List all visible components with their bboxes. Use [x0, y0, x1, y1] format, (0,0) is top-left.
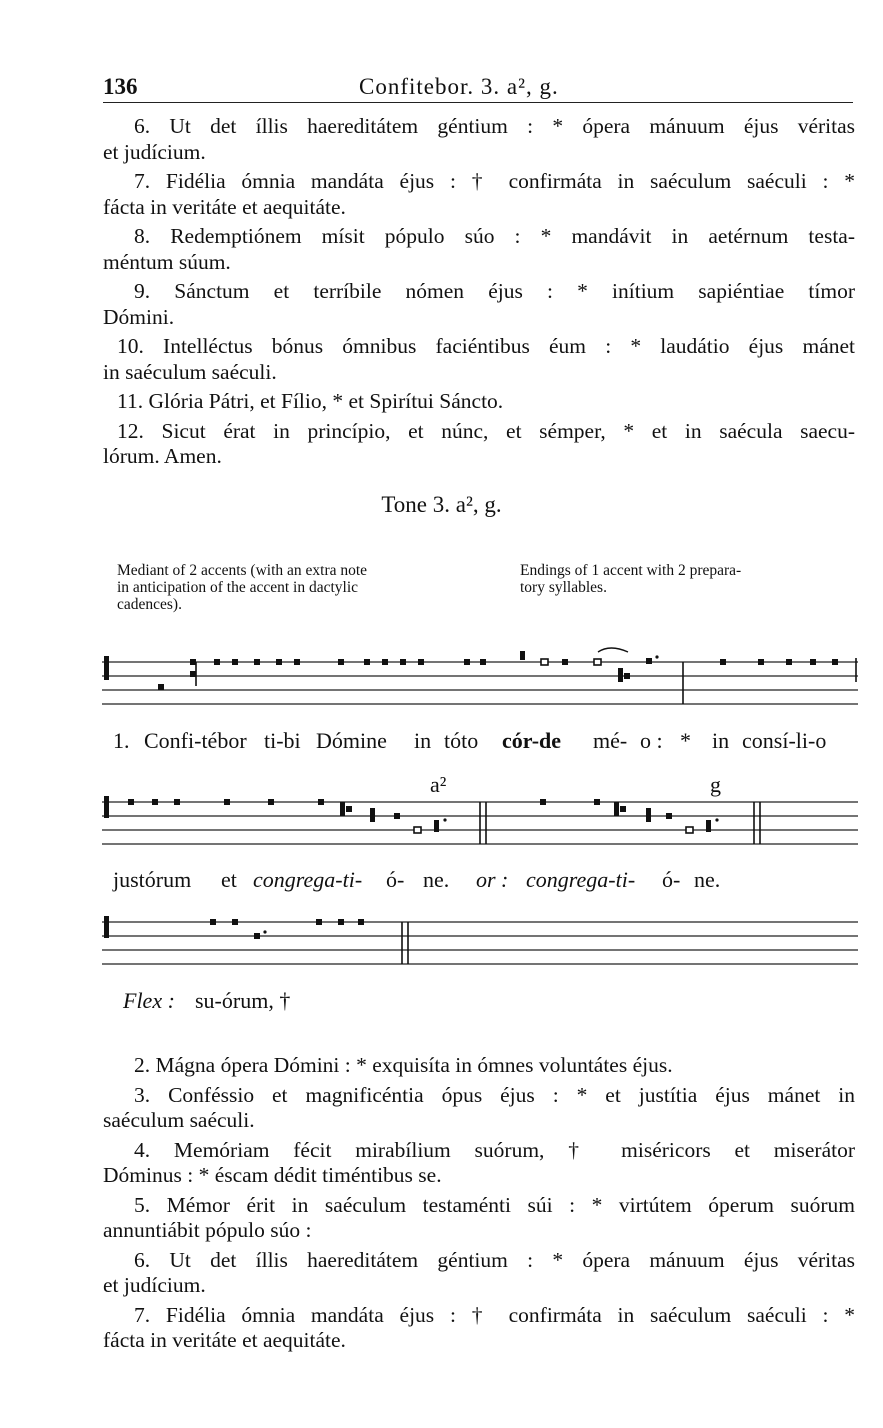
verse-line: 3. Conféssio et magnificéntia ópus éjus : * et justítia éjus mánet in — [134, 1082, 855, 1107]
note — [128, 799, 134, 805]
lyric-word: ti-bi — [264, 728, 301, 753]
page-number: 136 — [103, 74, 138, 99]
note — [646, 658, 652, 664]
note — [232, 919, 238, 925]
lyric-word: * — [680, 728, 691, 753]
note — [346, 806, 352, 812]
note — [686, 827, 693, 833]
note — [706, 820, 711, 832]
verse-line: méntum súum. — [103, 249, 231, 274]
verse-line: et judícium. — [103, 1273, 206, 1297]
note — [254, 659, 260, 665]
note — [190, 659, 196, 665]
note — [158, 684, 164, 690]
verse-line: 10. Intelléctus bónus ómnibus faciéntibus éum : * laudátio éjus mánet — [117, 334, 856, 358]
note — [364, 659, 370, 665]
note — [268, 799, 274, 805]
verse-line: fácta in veritáte et aequitáte. — [103, 1328, 346, 1352]
note — [382, 659, 388, 665]
lyric-word: ó- — [386, 867, 405, 892]
note — [810, 659, 816, 665]
note — [594, 799, 600, 805]
note — [418, 659, 424, 665]
verse-line: in saéculum saéculi. — [103, 359, 277, 384]
note — [646, 808, 651, 822]
note — [758, 659, 764, 665]
verse-line: et judícium. — [103, 139, 206, 164]
verse-line: 6. Ut det íllis haereditátem géntium : * ópera mánuum éjus véritas — [134, 1247, 856, 1272]
flex-text: su-órum, † — [195, 988, 291, 1013]
tone-title: Tone 3. a², g. — [381, 492, 502, 517]
note — [594, 659, 601, 665]
note — [210, 919, 216, 925]
verse-line: 11. Glória Pátri, et Fílio, * et Spirítui Sáncto. — [117, 389, 504, 413]
note — [562, 659, 568, 665]
running-title: Confitebor. 3. a², g. — [359, 74, 559, 99]
note — [394, 813, 400, 819]
note — [174, 799, 180, 805]
verse-line: saéculum saéculi. — [103, 1108, 255, 1132]
note — [720, 659, 726, 665]
note — [618, 668, 623, 682]
verse-line: 6. Ut det íllis haereditátem géntium : * ópera mánuum éjus véritas — [134, 114, 856, 138]
music-staff-1 — [100, 646, 860, 712]
clef — [104, 796, 109, 818]
lyric-word: in — [414, 728, 432, 753]
music-staff-3 — [100, 912, 860, 970]
lyric-word: Confi-tébor — [144, 728, 247, 753]
note — [832, 659, 838, 665]
note — [276, 659, 282, 665]
lyric-word: congrega-ti- — [253, 867, 363, 892]
verses-top — [103, 114, 855, 470]
verse-line: 7. Fidélia ómnia mandáta éjus : † confirmáta in saéculum saéculi : * — [134, 169, 855, 193]
note — [620, 806, 626, 812]
lyric-word: mé- — [593, 728, 628, 753]
lyric-word: ó- — [662, 867, 681, 892]
verse-line: 5. Mémor érit in saéculum testaménti súi : * virtútem óperum suórum — [134, 1192, 855, 1217]
verse-line: 12. Sicut érat in princípio, et núnc, et sémper, * et in saécula saecu- — [117, 418, 856, 443]
note — [786, 659, 792, 665]
verse-line: 7. Fidélia ómnia mandáta éjus : † confirmáta in saéculum saéculi : * — [134, 1302, 855, 1327]
lyric-word: consí-li-o — [742, 728, 827, 753]
note — [614, 802, 619, 816]
flex-label: Flex : — [123, 988, 175, 1013]
clef — [104, 656, 109, 680]
music-staff-2 — [100, 790, 860, 852]
note — [624, 673, 630, 679]
note — [254, 933, 260, 939]
lyric-word: or : — [476, 867, 509, 892]
note — [400, 659, 406, 665]
clef — [104, 916, 109, 938]
lyric-word: ne. — [694, 867, 721, 892]
note — [370, 808, 375, 822]
lyric-word: justórum — [113, 867, 192, 892]
lyric-word: cór-de — [502, 728, 562, 753]
verse-line: annuntiábit pópulo súo : — [103, 1218, 312, 1242]
lyric-word: ne. — [423, 867, 450, 892]
note — [520, 651, 525, 660]
note — [434, 820, 439, 832]
note — [540, 799, 546, 805]
lyric-word: congrega-ti- — [526, 867, 636, 892]
note — [666, 813, 672, 819]
note — [338, 659, 344, 665]
verse-line: Dómini. — [103, 304, 175, 329]
verse-line: Dóminus : * éscam dédit timéntibus se. — [103, 1163, 442, 1187]
verse-line: 4. Memóriam fécit mirabílium suórum, † miséricors et miserátor — [134, 1137, 855, 1162]
note — [414, 827, 421, 833]
verse-number: 1. — [113, 728, 130, 753]
note — [480, 659, 486, 665]
verse-line: fácta in veritáte et aequitáte. — [103, 194, 346, 219]
verses-bottom — [103, 1053, 855, 1354]
note — [316, 919, 322, 925]
ending-label-g: g — [710, 772, 721, 797]
note — [340, 802, 345, 816]
lyric-word: o : — [640, 728, 663, 753]
note — [190, 671, 196, 677]
ending-label-a: a² — [430, 772, 447, 797]
verse-line: 9. Sánctum et terríbile nómen éjus : * inítium sapiéntiae tímor — [134, 279, 855, 303]
verse-line: lórum. Amen. — [103, 444, 222, 468]
note — [318, 799, 324, 805]
endings-note: Endings of 1 accent with 2 prepara- tory syllables. — [520, 562, 742, 596]
note — [214, 659, 220, 665]
note — [152, 799, 158, 805]
note — [464, 659, 470, 665]
running-header — [103, 72, 853, 103]
lyric-word: in — [712, 728, 730, 753]
note — [338, 919, 344, 925]
note — [541, 659, 548, 665]
note — [232, 659, 238, 665]
verse-line: 8. Redemptiónem mísit pópulo súo : * mandávit in aetérnum testa- — [134, 224, 855, 248]
lyric-word: tóto — [444, 728, 479, 753]
mediant-note: Mediant of 2 accents (with an extra note in anticipation of the accent in dactylic cadences). — [117, 562, 368, 613]
note — [358, 919, 364, 925]
verse-line: 2. Mágna ópera Dómini : * exquisíta in ómnes voluntátes éjus. — [134, 1053, 673, 1077]
lyric-word: Dómine — [316, 728, 387, 753]
lyric-word: et — [221, 867, 237, 892]
note — [294, 659, 300, 665]
note — [224, 799, 230, 805]
